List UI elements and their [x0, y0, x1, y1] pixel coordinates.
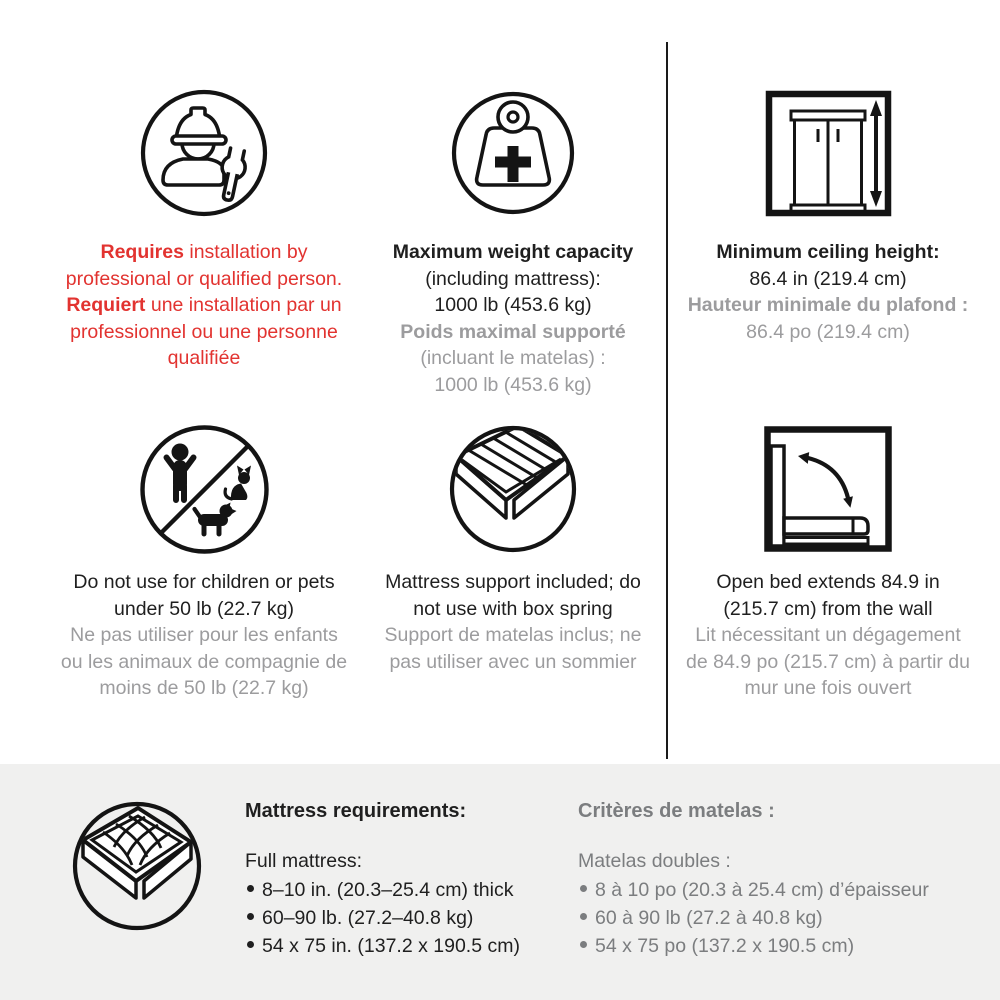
panel-installation [38, 88, 370, 372]
text-line: (including mattress): [425, 267, 601, 290]
text-line: professionnel ou une personne [70, 320, 338, 343]
no-children-pets-icon [38, 424, 370, 554]
text-line: Requires installation by [100, 241, 308, 263]
mattress-requirements-subtitle-fr: Matelas doubles : [578, 850, 731, 872]
open-bed-icon [671, 424, 985, 554]
bullet-item: 60 à 90 lb (27.2 à 40.8 kg) [578, 904, 988, 932]
text-line: mur une fois ouvert [744, 677, 912, 699]
panel-mattress-support-text [363, 569, 663, 675]
text-line: de 84.9 po (215.7 cm) à partir du [686, 650, 970, 673]
bullet-dot [247, 885, 254, 892]
mattress-requirements-list-en [245, 876, 565, 960]
panel-open-bed-text [671, 569, 985, 702]
panel-ceiling-height-text [671, 239, 985, 345]
text-line: Support de matelas inclus; ne [384, 624, 642, 646]
weight-icon [363, 88, 663, 218]
mattress-requirements-title-fr: Critères de matelas : [578, 800, 775, 822]
text-line: 1000 lb (453.6 kg) [434, 373, 592, 396]
bullet-dot [247, 941, 254, 948]
text-line: Requiert une installation par un [66, 294, 342, 316]
panel-no-children-pets-text [38, 569, 370, 702]
mattress-requirements-subtitle-en: Full mattress: [245, 850, 363, 872]
mattress-requirements-list-fr [578, 876, 988, 960]
text-line: (incluant le matelas) : [420, 347, 606, 369]
text-line: Do not use for children or pets [73, 571, 335, 593]
text-line: 86.4 in (219.4 cm) [749, 267, 907, 290]
ceiling-height-icon [671, 88, 985, 218]
vertical-divider [666, 42, 668, 759]
bullet-item: 8–10 in. (20.3–25.4 cm) thick [245, 876, 565, 904]
mattress-requirements-fr [578, 799, 988, 960]
text-line: Poids maximal supporté [400, 320, 626, 343]
text-line: under 50 lb (22.7 kg) [114, 597, 294, 620]
text-line: pas utiliser avec un sommier [389, 650, 637, 673]
text-line: Ne pas utiliser pour les enfants [70, 624, 338, 646]
mattress-requirements-en [245, 799, 565, 960]
text-line: 1000 lb (453.6 kg) [434, 294, 592, 316]
installer-icon [38, 88, 370, 218]
text-line: ou les animaux de compagnie de [60, 650, 348, 673]
text-line: Maximum weight capacity [392, 241, 634, 263]
panel-mattress-support [363, 424, 663, 675]
bullet-item: 54 x 75 po (137.2 x 190.5 cm) [578, 932, 988, 960]
bullet-item: 54 x 75 in. (137.2 x 190.5 cm) [245, 932, 565, 960]
text-line: (215.7 cm) from the wall [723, 597, 933, 620]
text-line: moins de 50 lb (22.7 kg) [99, 677, 309, 699]
text-line: not use with box spring [413, 597, 613, 620]
text-line: Mattress support included; do [385, 571, 641, 593]
bullet-dot [580, 941, 587, 948]
panel-installation-text [38, 239, 370, 372]
panel-max-weight-text [363, 239, 663, 398]
text-line: 86.4 po (219.4 cm) [746, 320, 910, 343]
bullet-item: 60–90 lb. (27.2–40.8 kg) [245, 904, 565, 932]
panel-ceiling-height [671, 88, 985, 345]
bullet-item: 8 à 10 po (20.3 à 25.4 cm) d’épaisseur [578, 876, 988, 904]
mattress-icon [70, 799, 204, 933]
text-line: Hauteur minimale du plafond : [687, 294, 969, 316]
bullet-dot [580, 885, 587, 892]
text-line: Open bed extends 84.9 in [716, 571, 940, 593]
text-line: Lit nécessitant un dégagement [695, 624, 961, 646]
panel-no-children-pets [38, 424, 370, 702]
text-line: Minimum ceiling height: [716, 241, 940, 263]
bullet-dot [247, 913, 254, 920]
bullet-dot [580, 913, 587, 920]
panel-max-weight [363, 88, 663, 398]
text-line: professional or qualified person. [65, 267, 343, 290]
mattress-requirements-title-en: Mattress requirements: [245, 800, 467, 822]
slat-base-icon [363, 424, 663, 554]
panel-open-bed [671, 424, 985, 702]
text-line: qualifiée [167, 347, 241, 369]
